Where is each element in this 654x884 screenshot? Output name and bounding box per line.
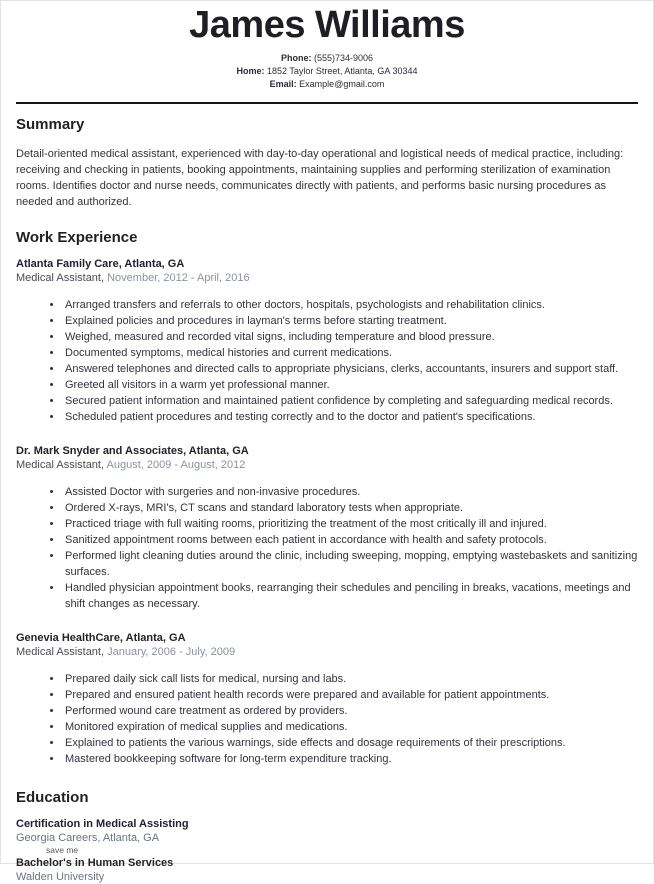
bullet-item: • Weighed, measured and recorded vital signs, including temperature and blood pressure. bbox=[63, 329, 638, 345]
bullet-item: • Secured patient information and maintained patient confidence by completing and safeguarding medical records. bbox=[63, 393, 638, 409]
job-dates: November, 2012 - April, 2016 bbox=[107, 272, 250, 284]
job-dates: August, 2009 - August, 2012 bbox=[106, 459, 246, 471]
contact-block bbox=[16, 52, 638, 91]
job-bullet-list bbox=[16, 484, 638, 612]
contact-home bbox=[16, 65, 638, 78]
bullet-item: • Answered telephones and directed calls to appropriate physicians, clerks, accountants, insurers and support staff. bbox=[63, 361, 638, 377]
job-role: Medical Assistant, bbox=[16, 459, 105, 471]
section-heading-summary: Summary bbox=[16, 116, 85, 133]
bullet-item: • Ordered X-rays, MRI's, CT scans and standard laboratory tests when appropriate. bbox=[63, 500, 638, 516]
bullet-item: • Prepared and ensured patient health records were prepared and available for patient appointments. bbox=[63, 687, 638, 703]
education-school: Georgia Careers, Atlanta, GA bbox=[16, 832, 160, 844]
education-note: save me bbox=[46, 845, 79, 855]
job-dates: January, 2006 - July, 2009 bbox=[107, 646, 236, 658]
home-value: 1852 Taylor Street, Atlanta, GA 30344 bbox=[267, 66, 418, 76]
bullet-item: • Arranged transfers and referrals to other doctors, hospitals, psychologists and rehabilitation clinics. bbox=[63, 297, 638, 313]
header-divider bbox=[16, 102, 638, 104]
bullet-item: • Explained policies and procedures in layman's terms before starting treatment. bbox=[63, 313, 638, 329]
education-entry bbox=[16, 856, 638, 884]
email-label: Email: bbox=[269, 79, 297, 89]
bullet-item: • Assisted Doctor with surgeries and non-invasive procedures. bbox=[63, 484, 638, 500]
job-role-line bbox=[16, 458, 638, 472]
phone-label: Phone: bbox=[280, 53, 312, 63]
job-role-line bbox=[16, 271, 638, 285]
bullet-item: • Handled physician appointment books, rearranging their schedules and penciling in breaks, vacations, meetings and shift changes as necessary. bbox=[63, 580, 638, 612]
job-role: Medical Assistant, bbox=[16, 272, 105, 284]
resume-name: James Williams bbox=[189, 4, 465, 46]
job-role: Medical Assistant, bbox=[16, 646, 105, 658]
bullet-item: • Sanitized appointment rooms between each patient in accordance with health and safety protocols. bbox=[63, 532, 638, 548]
section-heading-work-experience: Work Experience bbox=[16, 229, 138, 246]
bullet-item: • Scheduled patient procedures and testing correctly and to the doctor and patient's specifications. bbox=[63, 409, 638, 425]
job-bullet-list bbox=[16, 297, 638, 425]
education-title: Certification in Medical Assisting bbox=[16, 818, 189, 830]
bullet-item: • Documented symptoms, medical histories and current medications. bbox=[63, 345, 638, 361]
job-entry bbox=[16, 257, 638, 425]
job-entry bbox=[16, 631, 638, 767]
job-company: Genevia HealthCare, Atlanta, GA bbox=[16, 632, 186, 644]
education-entry bbox=[16, 817, 638, 856]
bullet-item: • Performed wound care treatment as ordered by providers. bbox=[63, 703, 638, 719]
bullet-item: • Explained to patients the various warnings, side effects and dosage requirements of their prescriptions. bbox=[63, 735, 638, 751]
contact-email bbox=[16, 78, 638, 91]
job-company: Dr. Mark Snyder and Associates, Atlanta, GA bbox=[16, 445, 249, 457]
bullet-item: • Mastered bookkeeping software for long-term expenditure tracking. bbox=[63, 751, 638, 767]
bullet-item: • Greeted all visitors in a warm yet professional manner. bbox=[63, 377, 638, 393]
summary-text: Detail-oriented medical assistant, experienced with day-to-day operational and logistical needs of medical practice, including: receiving and checking in patients, booking appointments, maintaining supplies and performing sterilization of examination rooms. Identifies doctor and nurse needs, communicates directly with patients, and performs basic nursing procedures as needed and authorized. bbox=[16, 148, 624, 208]
section-heading-education: Education bbox=[16, 789, 89, 806]
job-company: Atlanta Family Care, Atlanta, GA bbox=[16, 258, 185, 270]
bullet-item: • Performed light cleaning duties around the clinic, including sweeping, mopping, emptying wastebaskets and sanitizing surfaces. bbox=[63, 548, 638, 580]
job-role-line bbox=[16, 645, 638, 659]
contact-phone bbox=[16, 52, 638, 65]
job-entry bbox=[16, 444, 638, 612]
phone-value: (555)734-9006 bbox=[313, 53, 374, 63]
job-bullet-list bbox=[16, 671, 638, 767]
email-value: Example@gmail.com bbox=[299, 79, 385, 89]
bullet-item: • Practiced triage with full waiting rooms, prioritizing the treatment of the most critically ill and injured. bbox=[63, 516, 638, 532]
bullet-item: • Prepared daily sick call lists for medical, nursing and labs. bbox=[63, 671, 638, 687]
education-title: Bachelor's in Human Services bbox=[16, 857, 174, 869]
bullet-item: • Monitored expiration of medical supplies and medications. bbox=[63, 719, 638, 735]
home-label: Home: bbox=[236, 66, 265, 76]
education-school: Walden University bbox=[16, 871, 105, 883]
